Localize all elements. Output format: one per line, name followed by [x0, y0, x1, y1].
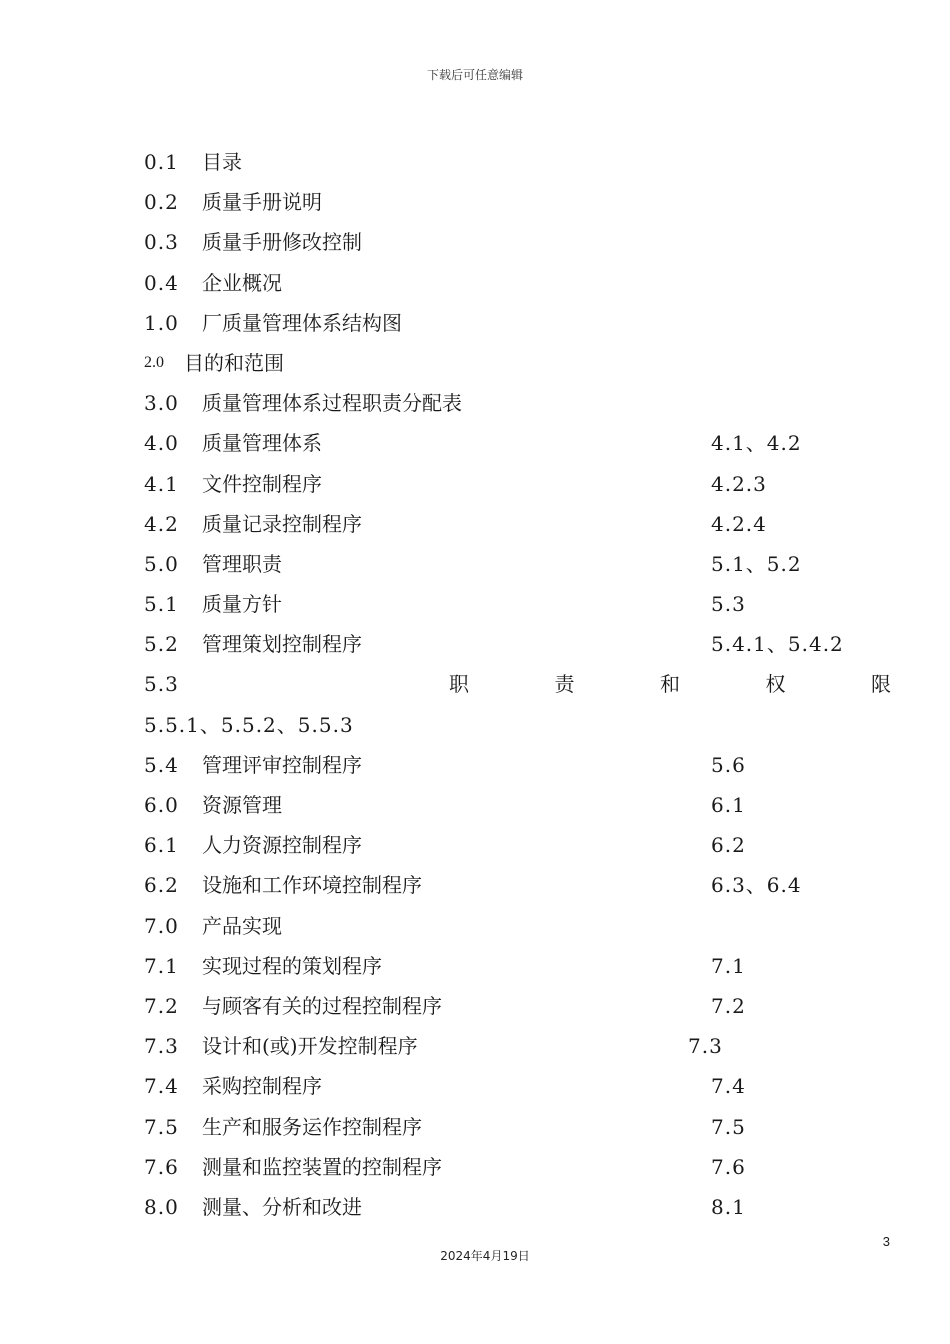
toc-row	[144, 584, 894, 624]
toc-title-char: 限	[871, 672, 891, 697]
toc-reference: 6.1	[711, 793, 746, 817]
toc-title: 质量管理体系过程职责分配表	[202, 391, 462, 416]
toc-row	[144, 142, 894, 182]
toc-title: 厂质量管理体系结构图	[202, 310, 402, 335]
toc-row	[144, 182, 894, 222]
toc-row	[144, 1187, 894, 1227]
toc-title: 采购控制程序	[202, 1074, 322, 1099]
toc-title: 管理策划控制程序	[202, 632, 362, 657]
toc-row	[144, 1066, 894, 1106]
toc-number: 5.3	[144, 672, 179, 697]
toc-reference: 7.5	[711, 1114, 746, 1139]
toc-row	[144, 865, 894, 905]
toc-number: 7.0	[144, 913, 179, 938]
toc-number: 4.1	[144, 471, 179, 496]
toc-number: 2.0	[144, 353, 164, 371]
toc-number: 0.4	[144, 270, 179, 295]
toc-number: 4.2	[144, 511, 179, 536]
toc-row	[144, 986, 894, 1026]
page-number: 3	[882, 1234, 890, 1249]
toc-row	[144, 303, 894, 343]
toc-title: 管理评审控制程序	[202, 752, 362, 777]
toc-title	[449, 664, 891, 704]
toc-number: 0.3	[144, 230, 179, 255]
toc-row	[144, 946, 894, 986]
toc-row	[144, 464, 894, 504]
toc-row	[144, 624, 894, 664]
toc-number: 0.2	[144, 190, 179, 215]
toc-row	[144, 1147, 894, 1187]
toc-number: 7.5	[144, 1114, 179, 1139]
toc-reference: 7.1	[711, 953, 746, 978]
toc-title: 质量管理体系	[202, 431, 322, 456]
toc-row	[144, 383, 894, 423]
toc-title-char: 权	[765, 672, 786, 697]
toc-row	[144, 785, 894, 825]
toc-number: 1.0	[144, 310, 179, 335]
toc-number: 6.1	[144, 833, 179, 858]
toc-number: 4.0	[144, 431, 179, 456]
toc-title: 生产和服务运作控制程序	[202, 1114, 422, 1139]
toc-reference: 6.3、6.4	[711, 873, 802, 898]
toc-title: 与顾客有关的过程控制程序	[202, 993, 442, 1018]
toc-row	[144, 263, 894, 303]
toc-number: 6.2	[144, 873, 179, 898]
toc-title: 文件控制程序	[202, 471, 322, 496]
toc-reference: 4.2.4	[711, 511, 767, 536]
toc-title: 人力资源控制程序	[202, 833, 362, 858]
toc-row	[144, 1026, 894, 1066]
toc-reference: 8.1	[711, 1194, 746, 1219]
toc-row	[144, 544, 894, 584]
toc-number: 5.4	[144, 752, 179, 777]
toc-row	[144, 745, 894, 785]
toc-row	[144, 664, 894, 704]
toc-title-char: 和	[660, 672, 680, 697]
toc-reference: 4.2.3	[711, 471, 767, 496]
toc-title: 质量方针	[202, 592, 282, 617]
toc-number: 8.0	[144, 1194, 179, 1219]
toc-reference: 5.5.1、5.5.2、5.5.3	[144, 712, 354, 737]
toc-reference: 7.6	[711, 1154, 746, 1179]
toc-title: 质量记录控制程序	[202, 511, 362, 536]
toc-number: 7.3	[144, 1034, 179, 1059]
toc-title: 设施和工作环境控制程序	[202, 873, 422, 898]
toc-number: 7.4	[144, 1074, 179, 1099]
toc-row-continuation	[144, 705, 894, 745]
toc-number: 7.1	[144, 953, 179, 978]
toc-row	[144, 504, 894, 544]
toc-row	[144, 343, 894, 383]
toc-title: 测量、分析和改进	[202, 1194, 362, 1219]
toc-reference: 5.4.1、5.4.2	[711, 632, 844, 657]
toc-title-char: 责	[554, 672, 575, 697]
toc-title: 质量手册修改控制	[202, 230, 362, 255]
toc-row	[144, 825, 894, 865]
toc-number: 0.1	[144, 150, 179, 174]
toc-title-char: 职	[449, 672, 469, 697]
toc-number: 7.6	[144, 1154, 179, 1179]
toc-number: 3.0	[144, 391, 179, 416]
table-of-contents	[144, 142, 894, 1227]
toc-title: 设计和(或)开发控制程序	[202, 1034, 418, 1059]
toc-title: 企业概况	[202, 270, 282, 295]
toc-title: 目的和范围	[184, 350, 284, 375]
toc-row	[144, 1107, 894, 1147]
toc-row	[144, 906, 894, 946]
toc-reference: 5.1、5.2	[711, 551, 802, 576]
toc-reference: 6.2	[711, 833, 746, 858]
toc-reference: 4.1、4.2	[711, 431, 802, 456]
toc-number: 5.1	[144, 592, 179, 617]
toc-title: 管理职责	[202, 551, 282, 576]
toc-row	[144, 423, 894, 463]
toc-reference: 7.2	[711, 993, 746, 1018]
toc-reference: 7.4	[711, 1074, 746, 1099]
toc-title: 产品实现	[202, 913, 282, 938]
toc-title: 质量手册说明	[202, 190, 322, 215]
toc-row	[144, 222, 894, 262]
page-header: 下载后可任意编辑	[426, 68, 523, 82]
toc-number: 5.2	[144, 632, 179, 657]
toc-number: 5.0	[144, 551, 179, 576]
toc-title: 实现过程的策划程序	[202, 953, 382, 978]
toc-title: 资源管理	[202, 793, 282, 817]
page-footer-date: 2024年4月19日	[440, 1249, 530, 1263]
toc-reference: 5.6	[711, 752, 746, 777]
toc-number: 7.2	[144, 993, 179, 1018]
toc-title: 目录	[202, 150, 242, 174]
toc-number: 6.0	[144, 793, 179, 817]
toc-reference: 7.3	[688, 1034, 723, 1059]
toc-reference: 5.3	[711, 592, 746, 617]
toc-title: 测量和监控装置的控制程序	[202, 1154, 442, 1179]
